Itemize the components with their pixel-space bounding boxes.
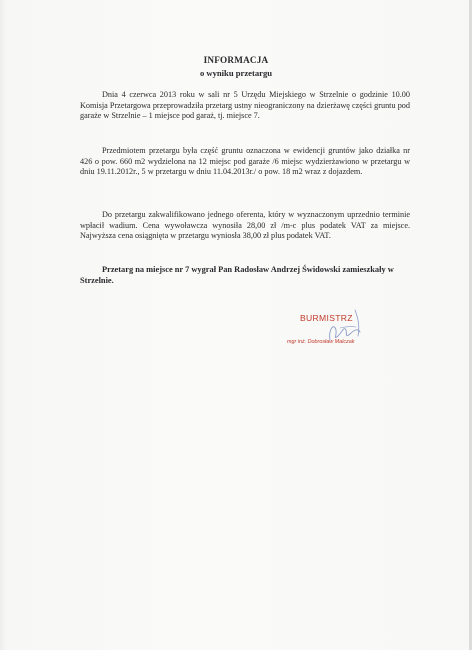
paragraph-1-text: Dnia 4 czerwca 2013 roku w sali nr 5 Urzędu Miejskiego w Strzelnie o godzinie 10.00 Komisja Przetargowa przeprowadziła przetarg ustny nieograniczony na dzierżawę części gruntu pod garaże w Strzelnie – 1 miejsce pod garaż, tj. miejsce 7.	[80, 90, 410, 121]
paragraph-2	[80, 146, 410, 178]
document-title: INFORMACJA	[203, 55, 269, 65]
stamp-title: BURMISTRZ	[300, 313, 353, 323]
paragraph-3	[80, 210, 410, 242]
paragraph-1	[80, 90, 410, 122]
paragraph-3-text: Do przetargu zakwalifikowano jednego oferenta, który w wyznaczonym uprzednio terminie wpłacił wadium. Cena wywoławcza wynosiła 28,00 zł /m-c plus podatek VAT za miejsce. Najwyższa cena osiągnięta w przetargu wyniosła 38,00 zł plus podatek VAT.	[80, 210, 410, 241]
paragraph-2-text: Przedmiotem przetargu była część gruntu oznaczona w ewidencji gruntów jako działka nr 426 o pow. 660 m2 wydzielona na 12 miejsc pod garaże /6 miejsc wydzierżawiono w przetargu w dniu 19.11.2012r., 5 w przetargu w dniu 11.04.2013r./ o pow. 18 m2 wraz z dojazdem.	[80, 146, 410, 177]
stamp-name: mgr inż. Dobrosław Malczak	[287, 339, 355, 345]
paragraph-4-text: Przetarg na miejsce nr 7 wygrał Pan Radosław Andrzej Świdowski zamieszkały w Strzelnie.	[80, 265, 394, 285]
paragraph-4-result	[80, 265, 400, 287]
document-subtitle: o wyniku przetargu	[199, 68, 273, 78]
